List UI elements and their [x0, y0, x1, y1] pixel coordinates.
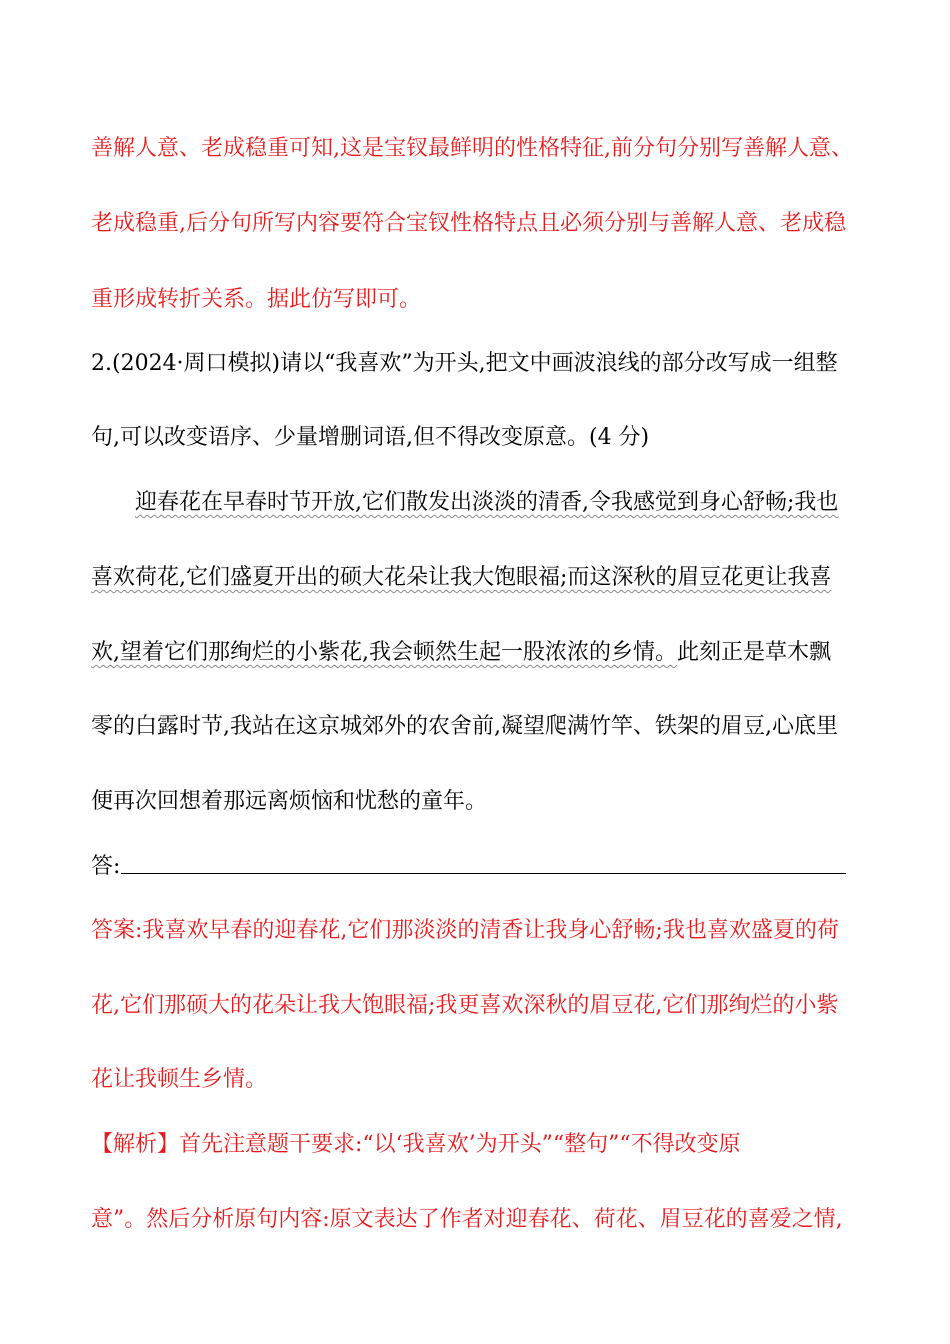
answer-blank-line[interactable]: [121, 873, 846, 874]
wavy-underlined-text: 喜欢荷花,它们盛夏开出的硕大花朵让我大饱眼福;而这深秋的眉豆花更让我喜: [91, 565, 832, 590]
answer-prompt-label: 答:: [91, 854, 121, 879]
wavy-underlined-text: 欢,望着它们那绚烂的小紫花,我会顿然生起一股浓浓的乡情。: [91, 640, 677, 665]
question-line-2: 句,可以改变语序、少量增删词语,但不得改变原意。(4 分): [91, 425, 650, 450]
passage-line-2: [91, 563, 831, 593]
passage-line-5: 便再次回想着那远离烦恼和忧愁的童年。: [91, 789, 488, 814]
question-line-1: 2.(2024·周口模拟)请以“我喜欢”为开头,把文中画波浪线的部分改写成一组整: [91, 351, 838, 376]
analysis-line-1: 【解析】首先注意题干要求:“以‘我喜欢’为开头”“整句”“不得改变原: [91, 1132, 741, 1157]
passage-line-3: [91, 638, 831, 668]
analysis-line-2: 意”。然后分析原句内容:原文表达了作者对迎春花、荷花、眉豆花的喜爱之情,: [91, 1207, 843, 1232]
passage-text: 此刻正是草木飘: [677, 640, 832, 665]
prev-explanation-line-2: 老成稳重,后分句所写内容要符合宝钗性格特点且必须分别与善解人意、老成稳: [91, 211, 846, 236]
answer-line-2: 花,它们那硕大的花朵让我大饱眼福;我更喜欢深秋的眉豆花,它们那绚烂的小紫: [91, 993, 839, 1018]
prev-explanation-line-1: 善解人意、老成稳重可知,这是宝钗最鲜明的性格特征,前分句分别写善解人意、: [91, 136, 853, 161]
passage-line-4: 零的白露时节,我站在这京城郊外的农舍前,凝望爬满竹竿、铁架的眉豆,心底里: [91, 714, 838, 739]
prev-explanation-line-3: 重形成转折关系。据此仿写即可。: [91, 287, 422, 312]
answer-line-1: 答案:我喜欢早春的迎春花,它们那淡淡的清香让我身心舒畅;我也喜欢盛夏的荷: [91, 918, 839, 943]
wavy-underlined-text: 迎春花在早春时节开放,它们散发出淡淡的清香,令我感觉到身心舒畅;我也: [135, 490, 839, 515]
passage-line-1: [135, 488, 838, 518]
answer-line-3: 花让我顿生乡情。: [91, 1067, 268, 1092]
